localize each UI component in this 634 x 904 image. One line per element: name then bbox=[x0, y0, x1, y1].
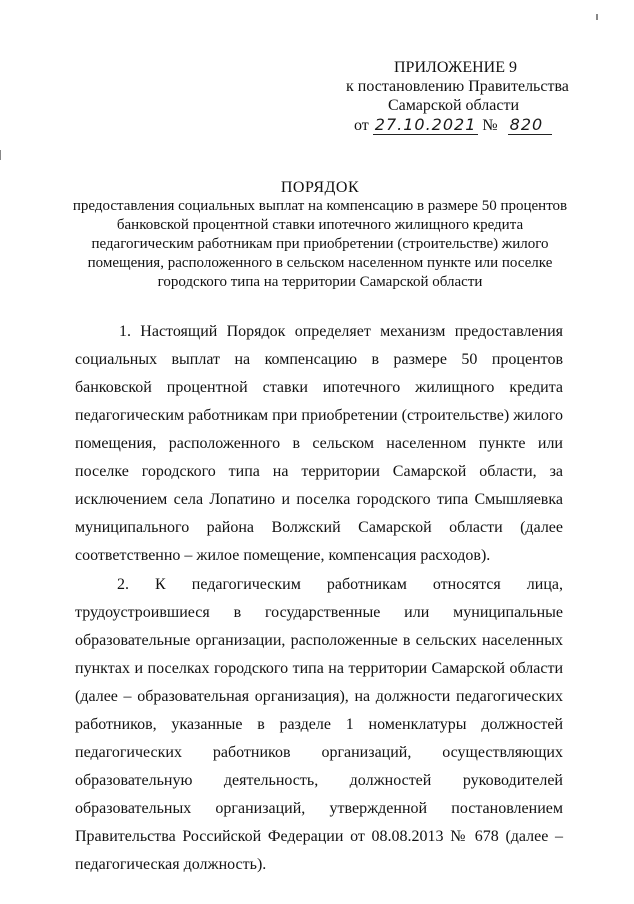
appendix-reference: к постановлению Правительства bbox=[346, 78, 569, 95]
paragraph-1: 1. Настоящий Порядок определяет механизм предоставления социальных выплат на компенсацию в размере 50 процентов банковской процентной ставки ипотечного жилищного кредита педагогическим работникам при приобретении (строительстве) жилого помещения, расположенного в сельском населенном пункте или поселке городского типа на территории Самарской области, за исключением села Лопатино и поселка городского типа Смышляевка муниципального района Волжский Самарской области (далее соответственно – жилое помещение, компенсация расходов). bbox=[75, 323, 563, 564]
title-subtitle: предоставления социальных выплат на компенсацию в размере 50 процентов банковской процентной ставки ипотечного жилищного кредита педагогическим работникам при приобретении (строительстве) жилого помещения, расположенного в сельском населенном пункте или поселке городского типа на территории Самарской области bbox=[72, 198, 568, 290]
handwritten-number: 820 bbox=[508, 116, 552, 135]
scan-artifact bbox=[0, 150, 1, 160]
date-prefix: от bbox=[354, 117, 369, 134]
number-sign: № bbox=[482, 117, 498, 134]
document-body bbox=[75, 318, 563, 879]
paragraph-2: 2. К педагогическим работникам относятся лица, трудоустроившиеся в государственные или муниципальные образовательные организации, расположенные в сельских населенных пунктах и поселках городского типа на территории Самарской области (далее – образовательная организация), на должности педагогических работников, указанные в разделе 1 номенклатуры должностей педагогических работников организаций, осуществляющих образовательную деятельность, должностей руководителей образовательных организаций, утвержденной постановлением Правительства Российской Федерации от 08.08.2013 № 678 (далее – педагогическая должность). bbox=[75, 576, 563, 873]
appendix-block bbox=[346, 58, 596, 135]
title-heading: ПОРЯДОК bbox=[280, 179, 360, 196]
appendix-title: ПРИЛОЖЕНИЕ 9 bbox=[394, 59, 518, 76]
appendix-region: Самарской области bbox=[388, 97, 519, 114]
document-title bbox=[70, 178, 570, 292]
handwritten-date: 27.10.2021 bbox=[374, 115, 477, 134]
appendix-date-line bbox=[346, 116, 596, 135]
scan-artifact bbox=[596, 14, 598, 20]
